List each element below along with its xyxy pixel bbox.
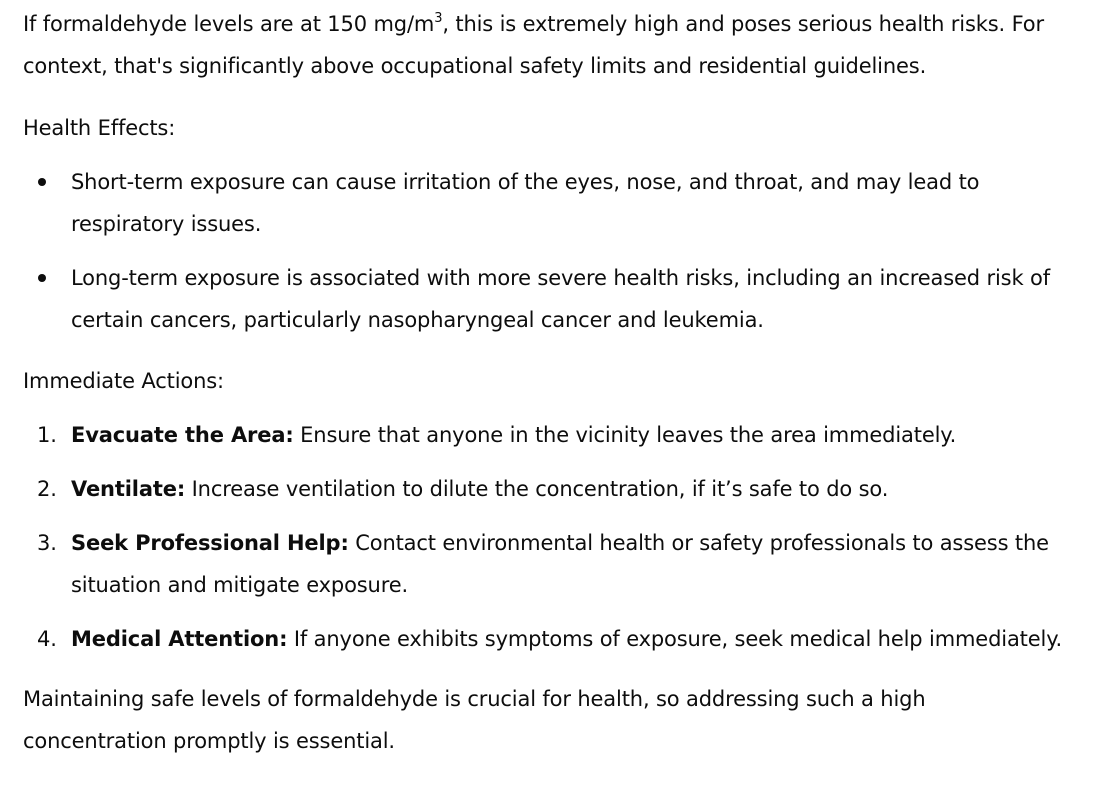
conclusion-paragraph: Maintaining safe levels of formaldehyde is crucial for health, so addressing such a high concentration promptly is essential. [23, 687, 926, 753]
immediate-actions-heading: Immediate Actions: [23, 369, 224, 393]
health-effects-list [23, 161, 1070, 341]
intro-text-start: If formaldehyde levels are at 150 mg/m [23, 12, 435, 36]
list-number: 4. [37, 627, 57, 651]
action-text: Contact environmental health or safety professionals to assess the situation and mitigate exposure. [71, 531, 1049, 597]
health-effects-heading: Health Effects: [23, 116, 176, 140]
list-item [23, 468, 1070, 510]
list-item [23, 414, 1070, 456]
action-text: Ensure that anyone in the vicinity leaves the area immediately. [293, 423, 957, 447]
action-text: If anyone exhibits symptoms of exposure, seek medical help immediately. [287, 627, 1063, 651]
action-text: Increase ventilation to dilute the concentration, if it’s safe to do so. [185, 477, 889, 501]
list-number: 2. [37, 477, 57, 501]
action-title: Evacuate the Area: [71, 423, 294, 447]
list-item [23, 618, 1070, 660]
action-title: Ventilate: [71, 477, 186, 501]
list-item [23, 522, 1070, 606]
superscript-cubed: 3 [434, 11, 443, 26]
action-title: Medical Attention: [71, 627, 288, 651]
list-number: 1. [37, 423, 57, 447]
action-title: Seek Professional Help: [71, 531, 349, 555]
immediate-actions-list [23, 414, 1070, 660]
list-item: Long-term exposure is associated with more severe health risks, including an increased risk of certain cancers, particularly nasopharyngeal cancer and leukemia. [23, 257, 1070, 341]
list-item: Short-term exposure can cause irritation of the eyes, nose, and throat, and may lead to respiratory issues. [23, 161, 1070, 245]
intro-paragraph [23, 3, 1070, 87]
list-number: 3. [37, 531, 57, 555]
intro-text-end: , this is extremely high and poses serious health risks. For context, that's significantly above occupational safety limits and residential guidelines. [23, 12, 1044, 78]
